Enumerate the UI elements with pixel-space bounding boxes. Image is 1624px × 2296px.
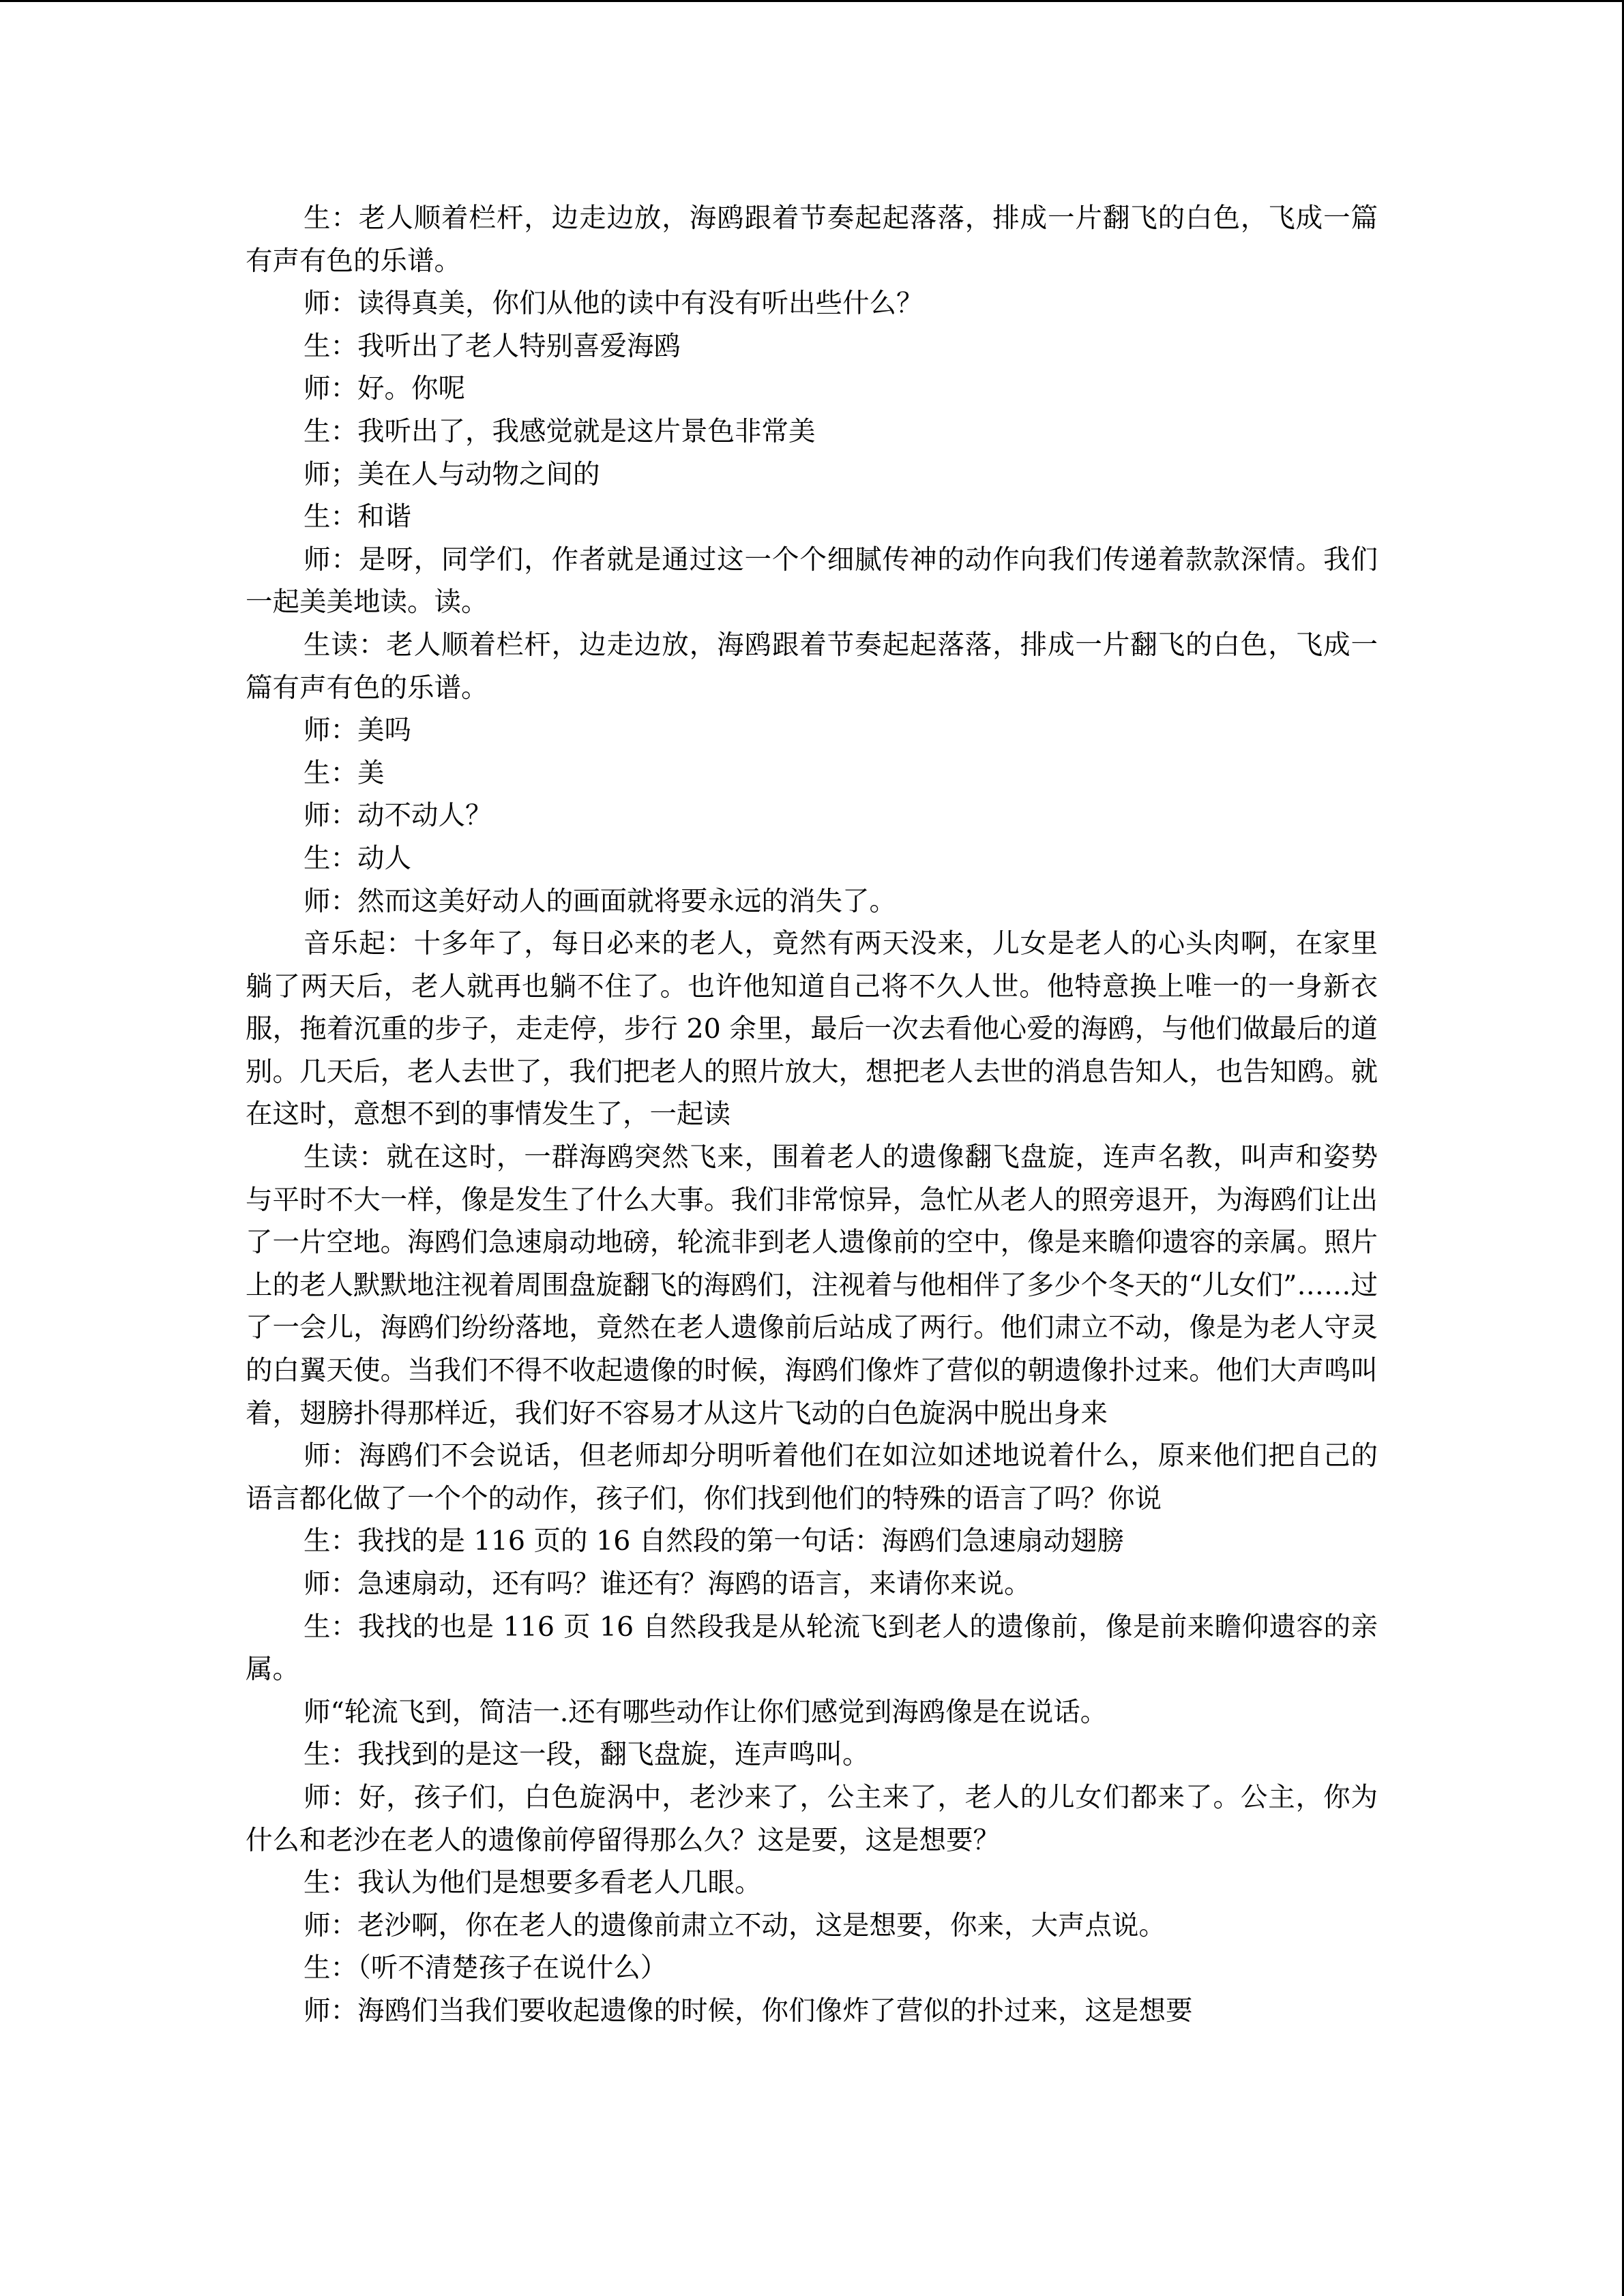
paragraph: 生：我找的也是 116 页 16 自然段我是从轮流飞到老人的遗像前，像是前来瞻仰遗容的亲属。: [246, 1611, 1378, 1686]
paragraph: 师；美在人与动物之间的: [304, 458, 600, 490]
paragraph: 生：美: [304, 757, 385, 789]
paragraph: 生：（听不清楚孩子在说什么）: [304, 1952, 668, 1984]
paragraph: 师：动不动人？: [304, 800, 492, 832]
paragraph: 生：我找的是 116 页的 16 自然段的第一句话：海鸥们急速扇动翅膀: [304, 1525, 1124, 1557]
paragraph: 生：动人: [304, 842, 411, 874]
paragraph: 生：我找到的是这一段，翻飞盘旋，连声鸣叫。: [304, 1739, 870, 1771]
document-body: [246, 197, 1378, 2033]
paragraph: 生：我听出了老人特别喜爱海鸥: [304, 330, 681, 362]
paragraph: 生：和谐: [304, 501, 411, 533]
paragraph: 师“轮流飞到，简洁一.还有哪些动作让你们感觉到海鸥像是在说话。: [304, 1696, 1108, 1728]
paragraph: 师：美吗: [304, 715, 411, 747]
paragraph: 师：海鸥们当我们要收起遗像的时候，你们像炸了营似的扑过来，这是想要: [304, 1995, 1193, 2027]
paragraph: 师：是呀，同学们，作者就是通过这一个个细腻传神的动作向我们传递着款款深情。我们一起美美地读。读。: [246, 543, 1378, 618]
paragraph: 师：好。你呢: [304, 373, 465, 405]
paragraph: 生：老人顺着栏杆，边走边放，海鸥跟着节奏起起落落，排成一片翻飞的白色，飞成一篇有声有色的乐谱。: [246, 203, 1378, 277]
paragraph: 生：我听出了，我感觉就是这片景色非常美: [304, 415, 816, 447]
paragraph: 师：好，孩子们，白色旋涡中，老沙来了，公主来了，老人的儿女们都来了。公主，你为什么和老沙在老人的遗像前停留得那么久？这是要，这是想要？: [246, 1781, 1378, 1856]
paragraph: 师：急速扇动，还有吗？谁还有？海鸥的语言，来请你来说。: [304, 1568, 1031, 1600]
paragraph: 师：海鸥们不会说话，但老师却分明听着他们在如泣如述地说着什么，原来他们把自己的语言都化做了一个个的动作，孩子们，你们找到他们的特殊的语言了吗？你说: [246, 1440, 1378, 1515]
paragraph: 师：读得真美，你们从他的读中有没有听出些什么？: [304, 288, 924, 320]
paragraph: 生读：就在这时，一群海鸥突然飞来，围着老人的遗像翻飞盘旋，连声名教，叫声和姿势与平时不大一样，像是发生了什么大事。我们非常惊异，急忙从老人的照旁退开，为海鸥们让出了一片空地。海鸥们急速扇动地磅，轮流非到老人遗像前的空中，像是来瞻仰遗容的亲属。照片上的老人默默地注视着周围盘旋翻飞的海鸥们，注视着与他相伴了多少个冬天的“儿女们”……过了一会儿，海鸥们纷纷落地，竟然在老人遗像前后站成了两行。他们肃立不动，像是为老人守灵的白翼天使。当我们不得不收起遗像的时候，海鸥们像炸了营似的朝遗像扑过来。他们大声鸣叫着，翅膀扑得那样近，我们好不容易才从这片飞动的白色旋涡中脱出身来: [246, 1142, 1378, 1429]
paragraph: 音乐起：十多年了，每日必来的老人，竟然有两天没来，儿女是老人的心头肉啊，在家里躺了两天后，老人就再也躺不住了。也许他知道自己将不久人世。他特意换上唯一的一身新衣服，拖着沉重的步子，走走停，步行 20 余里，最后一次去看他心爱的海鸥，与他们做最后的道别。几天后，老人去世了，我们把老人的照片放大，想把老人去世的消息告知人，也告知鸥。就在这时，意想不到的事情发生了，一起读: [246, 928, 1378, 1131]
paragraph: 师：然而这美好动人的画面就将要永远的消失了。: [304, 885, 896, 917]
paragraph: 生：我认为他们是想要多看老人几眼。: [304, 1867, 762, 1899]
paragraph: 师：老沙啊，你在老人的遗像前肃立不动，这是想要，你来，大声点说。: [304, 1909, 1166, 1941]
paragraph: 生读：老人顺着栏杆，边走边放，海鸥跟着节奏起起落落，排成一片翻飞的白色，飞成一篇有声有色的乐谱。: [246, 629, 1378, 704]
